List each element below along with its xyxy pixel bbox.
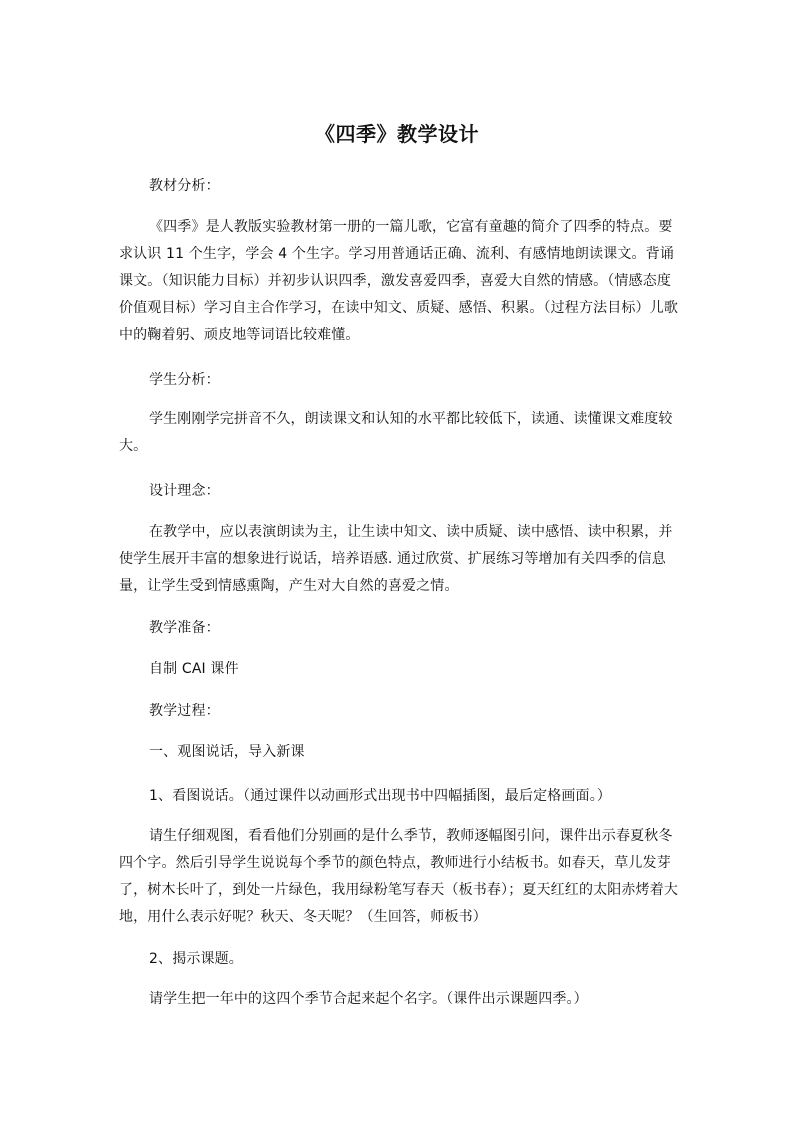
paragraph-step-1: 1、看图说话。（通过课件以动画形式出现书中四幅插图，最后定格画面。）	[149, 788, 612, 804]
subheading-part-one: 一、观图说话，导入新课	[149, 744, 305, 760]
paragraph-step-2-detail: 请学生把一年中的这四个季节合起来起个名字。（课件出示课题四季。）	[149, 991, 588, 1007]
paragraph-design-concept: 在教学中，应以表演朗读为主，让生读中知文、读中质疑、读中感悟、读中积累，并使学生展开丰富的想象进行说话，培养语感. 通过欣赏、扩展练习等增加有关四季的信息量，让学生受到情感熏陶，产生对大自然的喜爱之情。	[119, 524, 673, 594]
section-heading-design-concept: 设计理念：	[149, 483, 220, 499]
section-heading-teaching-process: 教学过程：	[149, 703, 220, 719]
section-heading-student-analysis: 学生分析：	[149, 372, 220, 388]
paragraph-textbook-analysis: 《四季》是人教版实验教材第一册的一篇儿歌，它富有童趣的简介了四季的特点。要求认识 11 个生字，学会 4 个生字。学习用普通话正确、流利、有感情地朗读课文。背诵课文。（知识能力目标）并初步认识四季，激发喜爱四季，喜爱大自然的情感。（情感态度价值观目标）学习自主合作学习，在读中知文、质疑、感悟、积累。（过程方法目标）儿歌中的鞠着躬、顽皮地等词语比较难懂。	[119, 219, 678, 343]
paragraph-step-1-detail: 请生仔细观图，看看他们分别画的是什么季节，教师逐幅图引问，课件出示春夏秋冬四个字。然后引导学生说说每个季节的颜色特点，教师进行小结板书。如春天，草儿发芽了，树木长叶了，到处一片绿色，我用绿粉笔写春天（板书春）；夏天红红的太阳赤烤着大地，用什么表示好呢？秋天、冬天呢？（生回答，师板书）	[119, 828, 678, 925]
paragraph-step-2: 2、揭示课题。	[149, 951, 243, 967]
section-heading-textbook-analysis: 教材分析：	[149, 178, 220, 194]
paragraph-student-analysis: 学生刚刚学完拼音不久，朗读课文和认知的水平都比较低下，读通、读懂课文难度较大。	[119, 411, 673, 454]
document-title: 《四季》教学设计	[315, 122, 479, 146]
section-heading-teaching-preparation: 教学准备：	[149, 620, 220, 636]
paragraph-teaching-preparation: 自制 CAI 课件	[149, 661, 239, 677]
